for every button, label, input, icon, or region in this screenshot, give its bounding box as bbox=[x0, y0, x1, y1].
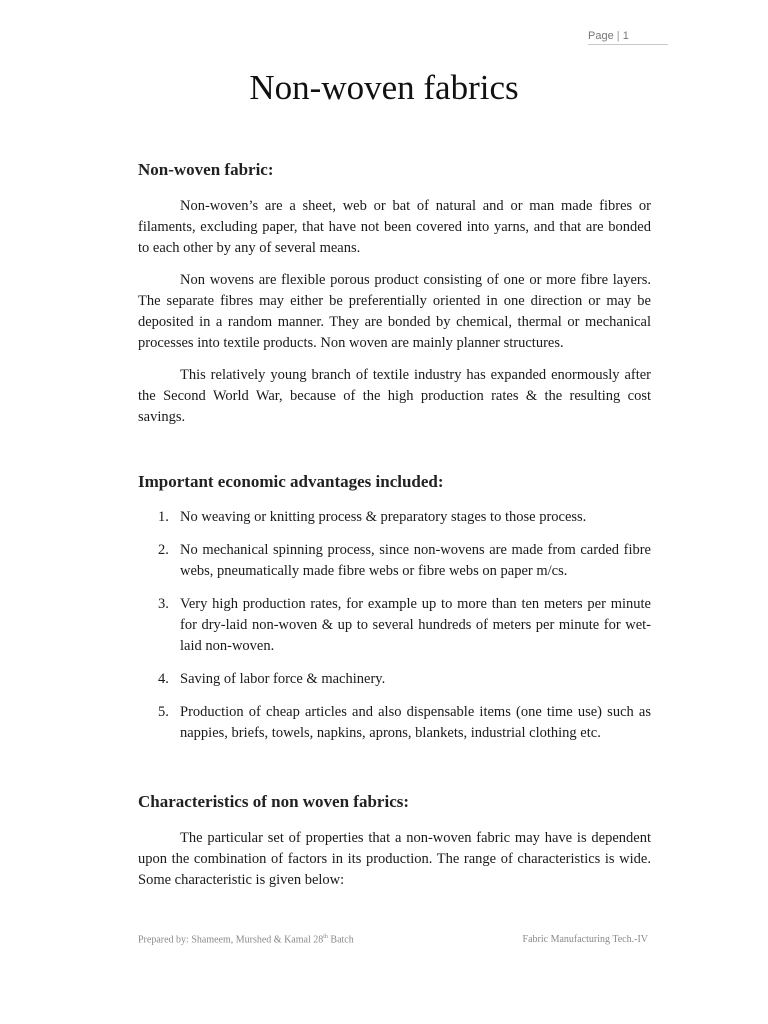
list-text: No mechanical spinning process, since non-wovens are made from carded fibre webs, pneumatically made fibre webs or fibre webs on paper m/cs. bbox=[180, 542, 651, 579]
list-number: 3. bbox=[158, 596, 169, 612]
section-heading-nonwoven: Non-woven fabric: bbox=[138, 160, 274, 179]
page-number: 1 bbox=[622, 30, 629, 42]
page-label: Page bbox=[588, 30, 614, 42]
list-text: Production of cheap articles and also dispensable items (one time use) such as nappies, briefs, towels, napkins, aprons, blankets, industrial clothing etc. bbox=[180, 704, 651, 741]
footer-ordinal-suffix: th bbox=[323, 934, 328, 940]
footer-prepared-by bbox=[138, 934, 354, 945]
paragraph: Non wovens are flexible porous product consisting of one or more fibre layers. The separate fibres may either be preferentially oriented in one direction or may be deposited in a random manner. They are bonded by chemical, thermal or mechanical processes into textile products. Non woven are mainly planner structures. bbox=[138, 272, 651, 351]
footer-batch-text: Batch bbox=[327, 934, 354, 946]
list-item bbox=[138, 594, 651, 657]
list-number: 2. bbox=[158, 542, 169, 558]
advantages-list bbox=[138, 507, 651, 744]
list-item bbox=[138, 702, 651, 744]
section-heading-characteristics: Characteristics of non woven fabrics: bbox=[138, 792, 410, 811]
list-text: No weaving or knitting process & preparatory stages to those process. bbox=[180, 509, 587, 525]
paragraph: The particular set of properties that a non-woven fabric may have is dependent upon the combination of factors in its production. The range of characteristics is wide. Some characteristic is given below: bbox=[138, 830, 651, 888]
list-item bbox=[138, 507, 651, 528]
page-header bbox=[588, 30, 668, 45]
footer-course-title: Fabric Manufacturing Tech.-IV bbox=[522, 934, 648, 945]
document-title: Non-woven fabrics bbox=[249, 68, 519, 107]
paragraph: Non-woven’s are a sheet, web or bat of natural and or man made fibres or filaments, excluding paper, that have not been covered into yarns, and that are bonded to each other by any of several means. bbox=[138, 198, 651, 256]
paragraph: This relatively young branch of textile industry has expanded enormously after the Second World War, because of the high production rates & the resulting cost savings. bbox=[138, 367, 651, 425]
list-text: Saving of labor force & machinery. bbox=[180, 671, 386, 687]
list-number: 5. bbox=[158, 704, 169, 720]
list-item bbox=[138, 669, 651, 690]
list-text: Very high production rates, for example up to more than ten meters per minute for dry-laid non-woven & up to several hundreds of meters per minute for wet-laid non-woven. bbox=[180, 596, 651, 654]
list-item bbox=[138, 540, 651, 582]
footer-prepared-text: Prepared by: Shameem, Murshed & Kamal 28 bbox=[138, 934, 324, 946]
page-separator: | bbox=[616, 30, 620, 42]
section-heading-advantages: Important economic advantages included: bbox=[138, 472, 444, 491]
list-number: 4. bbox=[158, 671, 169, 687]
list-number: 1. bbox=[158, 509, 169, 525]
document-body bbox=[138, 160, 651, 891]
